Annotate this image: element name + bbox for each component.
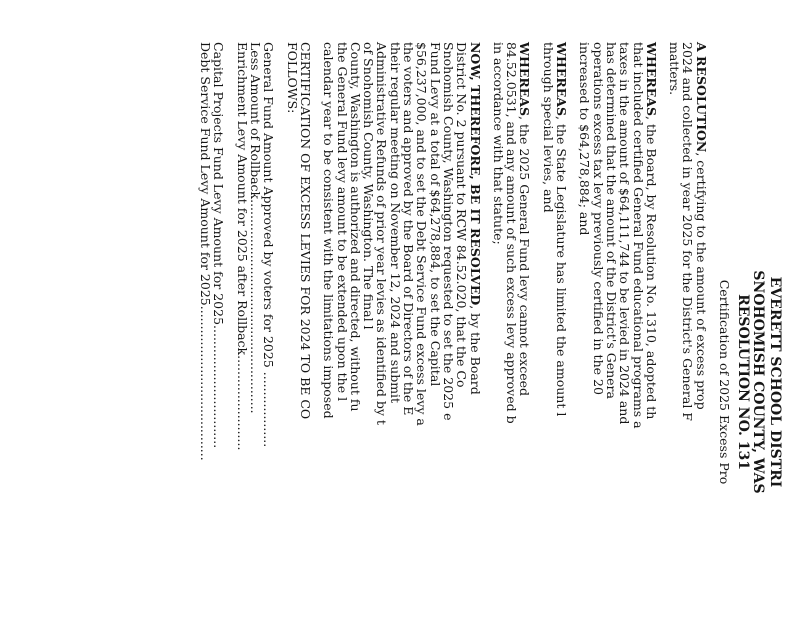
text-line: CERTIFICATION OF EXCESS LEVIES FOR 2024 TO BE CO (297, 42, 313, 420)
text-line: Snohomish County, Washington requested to set the 2025 e (440, 42, 456, 421)
text-line: County, Washington is authorized and directed, without fu (347, 42, 363, 412)
text-line: taxes in the amount of $64,111,744 to be levied in 2024 and (617, 42, 633, 425)
line-text: , certifying to the amount of excess prop (693, 152, 709, 410)
text-line (694, 42, 707, 618)
text-line: their regular meeting on November 12, 2024 and submit (387, 42, 403, 404)
text-line (468, 42, 481, 618)
line-text: , the 2025 General Fund levy cannot exceed (517, 116, 533, 396)
text-line: $56,237,000, and to set the Debt Service Fund excess levy a (414, 42, 430, 426)
text-line: District No. 2 pursuant to RCW 84.52.020, that the Co (454, 42, 470, 388)
text-line: matters. (667, 42, 683, 96)
text-line: calendar year to be consistent with the limitations imposed (321, 42, 337, 419)
resolution-document (199, 42, 782, 618)
text-line: has determined that the amount of the District's Genera (603, 42, 619, 399)
text-line: in accordance with that statute; (490, 42, 506, 245)
line-text: , the Board, by Resolution No. 1310, adopted th (643, 116, 659, 420)
text-line: the General Fund levy amount to be extended upon the l (334, 42, 350, 402)
bold-lead: A RESOLUTION (693, 42, 709, 153)
text-line: increased to $64,278,884; and (577, 42, 593, 236)
levy-line: Less Amount of Rollback...................................................... (248, 42, 264, 414)
certification-heading (285, 42, 312, 618)
paragraph-resolution-intro (668, 42, 708, 618)
levy-line: Debt Service Fund Levy Amount for 2025....................................... (198, 42, 214, 461)
text-line: 84.52.0531, and any amount of such excess levy approved b (504, 42, 520, 424)
paragraph-whereas-levy (492, 42, 532, 618)
header-resolution-number: RESOLUTION NO. 131 (735, 294, 751, 470)
header-county: SNOHOMISH COUNTY, WAS (750, 270, 766, 494)
text-line: 2024 and collected in year 2025 for the District's General F (680, 42, 696, 421)
text-line: Administrative Refunds of prior year levies as identified by t (374, 42, 390, 425)
paragraph-whereas-legislature (541, 42, 568, 618)
text-line: the voters and approved by the Board of Directors of the E (401, 42, 417, 416)
bold-lead: NOW, THEREFORE, BE IT RESOLVED (467, 42, 483, 306)
levy-line: Enrichment Levy Amount for 2025 after Rollback........................ (234, 42, 250, 451)
text-line (518, 42, 531, 618)
paragraph-resolved (322, 42, 482, 618)
document-header (735, 82, 782, 618)
bold-lead: WHEREAS (517, 42, 533, 117)
text-line: operations excess tax levy previously certified in the 20 (590, 42, 606, 395)
bold-lead: WHEREAS (643, 42, 659, 117)
levy-amounts-general (236, 42, 276, 618)
text-line (645, 42, 658, 618)
header-district: EVERETT SCHOOL DISTRI (767, 276, 783, 488)
bold-lead: WHEREAS (554, 42, 570, 117)
paragraph-whereas-board (578, 42, 658, 618)
document-subtitle: Certification of 2025 Excess Pro (717, 279, 732, 485)
line-text: , the State Legislature has limited the amount l (554, 116, 570, 417)
levy-amounts-capital-debt (199, 42, 226, 618)
text-line: of Snohomish County, Washington. The final l (361, 42, 377, 330)
text-line (555, 42, 568, 618)
text-line: FOLLOWS: (284, 42, 300, 114)
line-text: , by the Board (467, 305, 483, 395)
text-line: Fund Levy at a total of $64,278,884, to set the Capital (427, 42, 443, 387)
levy-line: General Fund Amount Approved by voters for 2025 ................... (261, 42, 277, 448)
text-line: through special levies, and (540, 42, 556, 213)
levy-line: Capital Projects Fund Levy Amount for 2025............................... (211, 42, 227, 449)
text-line: that included certified General Fund educational programs a (630, 42, 646, 429)
